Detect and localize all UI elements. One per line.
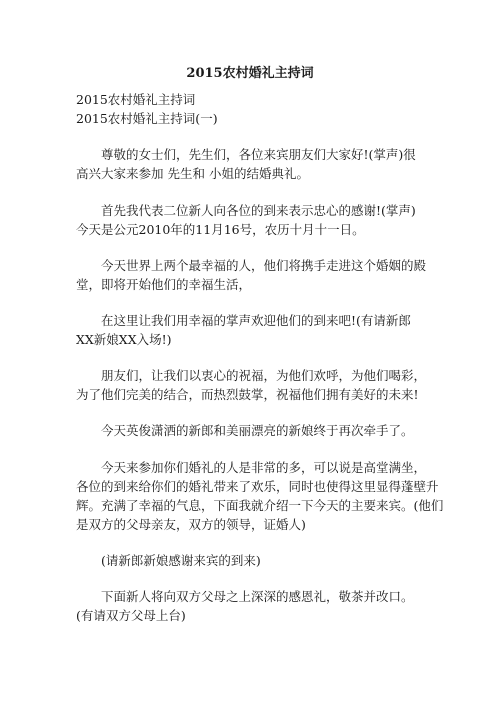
paragraph-7-line-3: 辉。充满了幸福的气息，下面我就介绍一下今天的主要来宾。(他们 — [76, 498, 444, 513]
paragraph-3-line-2: 堂，即将开始他们的幸福生活， — [76, 277, 252, 292]
subtitle-line-1: 2015农村婚礼主持词 — [76, 92, 196, 107]
paragraph-7-line-2: 各位的到来给你们的婚礼带来了欢乐，同时也使得这里显得蓬壁升 — [76, 479, 439, 494]
paragraph-7-line-1: 今天来参加你们婚礼的人是非常的多，可以说是高堂满坐， — [101, 460, 427, 475]
document-title: 2015农村婚礼主持词 — [186, 66, 314, 81]
paragraph-4-line-2: XX新娘XX入场!) — [76, 332, 172, 347]
paragraph-2-line-2: 今天是公元2010年的11月16号，农历十月十一日。 — [76, 222, 365, 237]
paragraph-5-line-1: 朋友们，让我们以衷心的祝福，为他们欢呼，为他们喝彩， — [101, 368, 427, 383]
paragraph-9-line-2: (有请双方父母上台) — [76, 608, 186, 623]
paragraph-1-line-2: 高兴大家来参加 先生和 小姐的结婚典礼。 — [76, 166, 309, 181]
paragraph-2-line-1: 首先我代表二位新人向各位的到来表示忠心的感谢!(掌声) — [101, 203, 416, 218]
paragraph-3-line-1: 今天世界上两个最幸福的人，他们将携手走进这个婚姻的殿 — [101, 258, 427, 273]
paragraph-8-line-1: (请新郎新娘感谢来宾的到来) — [101, 553, 261, 568]
subtitle-line-2: 2015农村婚礼主持词(一) — [76, 111, 218, 126]
paragraph-6-line-1: 今天英俊潇洒的新郎和美丽漂亮的新娘终于再次牵手了。 — [101, 423, 414, 438]
paragraph-4-line-1: 在这里让我们用幸福的掌声欢迎他们的到来吧!(有请新郎 — [101, 313, 411, 328]
paragraph-5-line-2: 为了他们完美的结合，而热烈鼓掌，祝福他们拥有美好的未来! — [76, 387, 419, 402]
paragraph-1-line-1: 尊敬的女士们，先生们，各位来宾朋友们大家好!(掌声)很 — [101, 147, 416, 162]
paragraph-7-line-4: 是双方的父母亲友，双方的领导，证婚人) — [76, 517, 306, 532]
paragraph-9-line-1: 下面新人将向双方父母之上深深的感恩礼，敬茶并改口。 — [101, 589, 414, 604]
